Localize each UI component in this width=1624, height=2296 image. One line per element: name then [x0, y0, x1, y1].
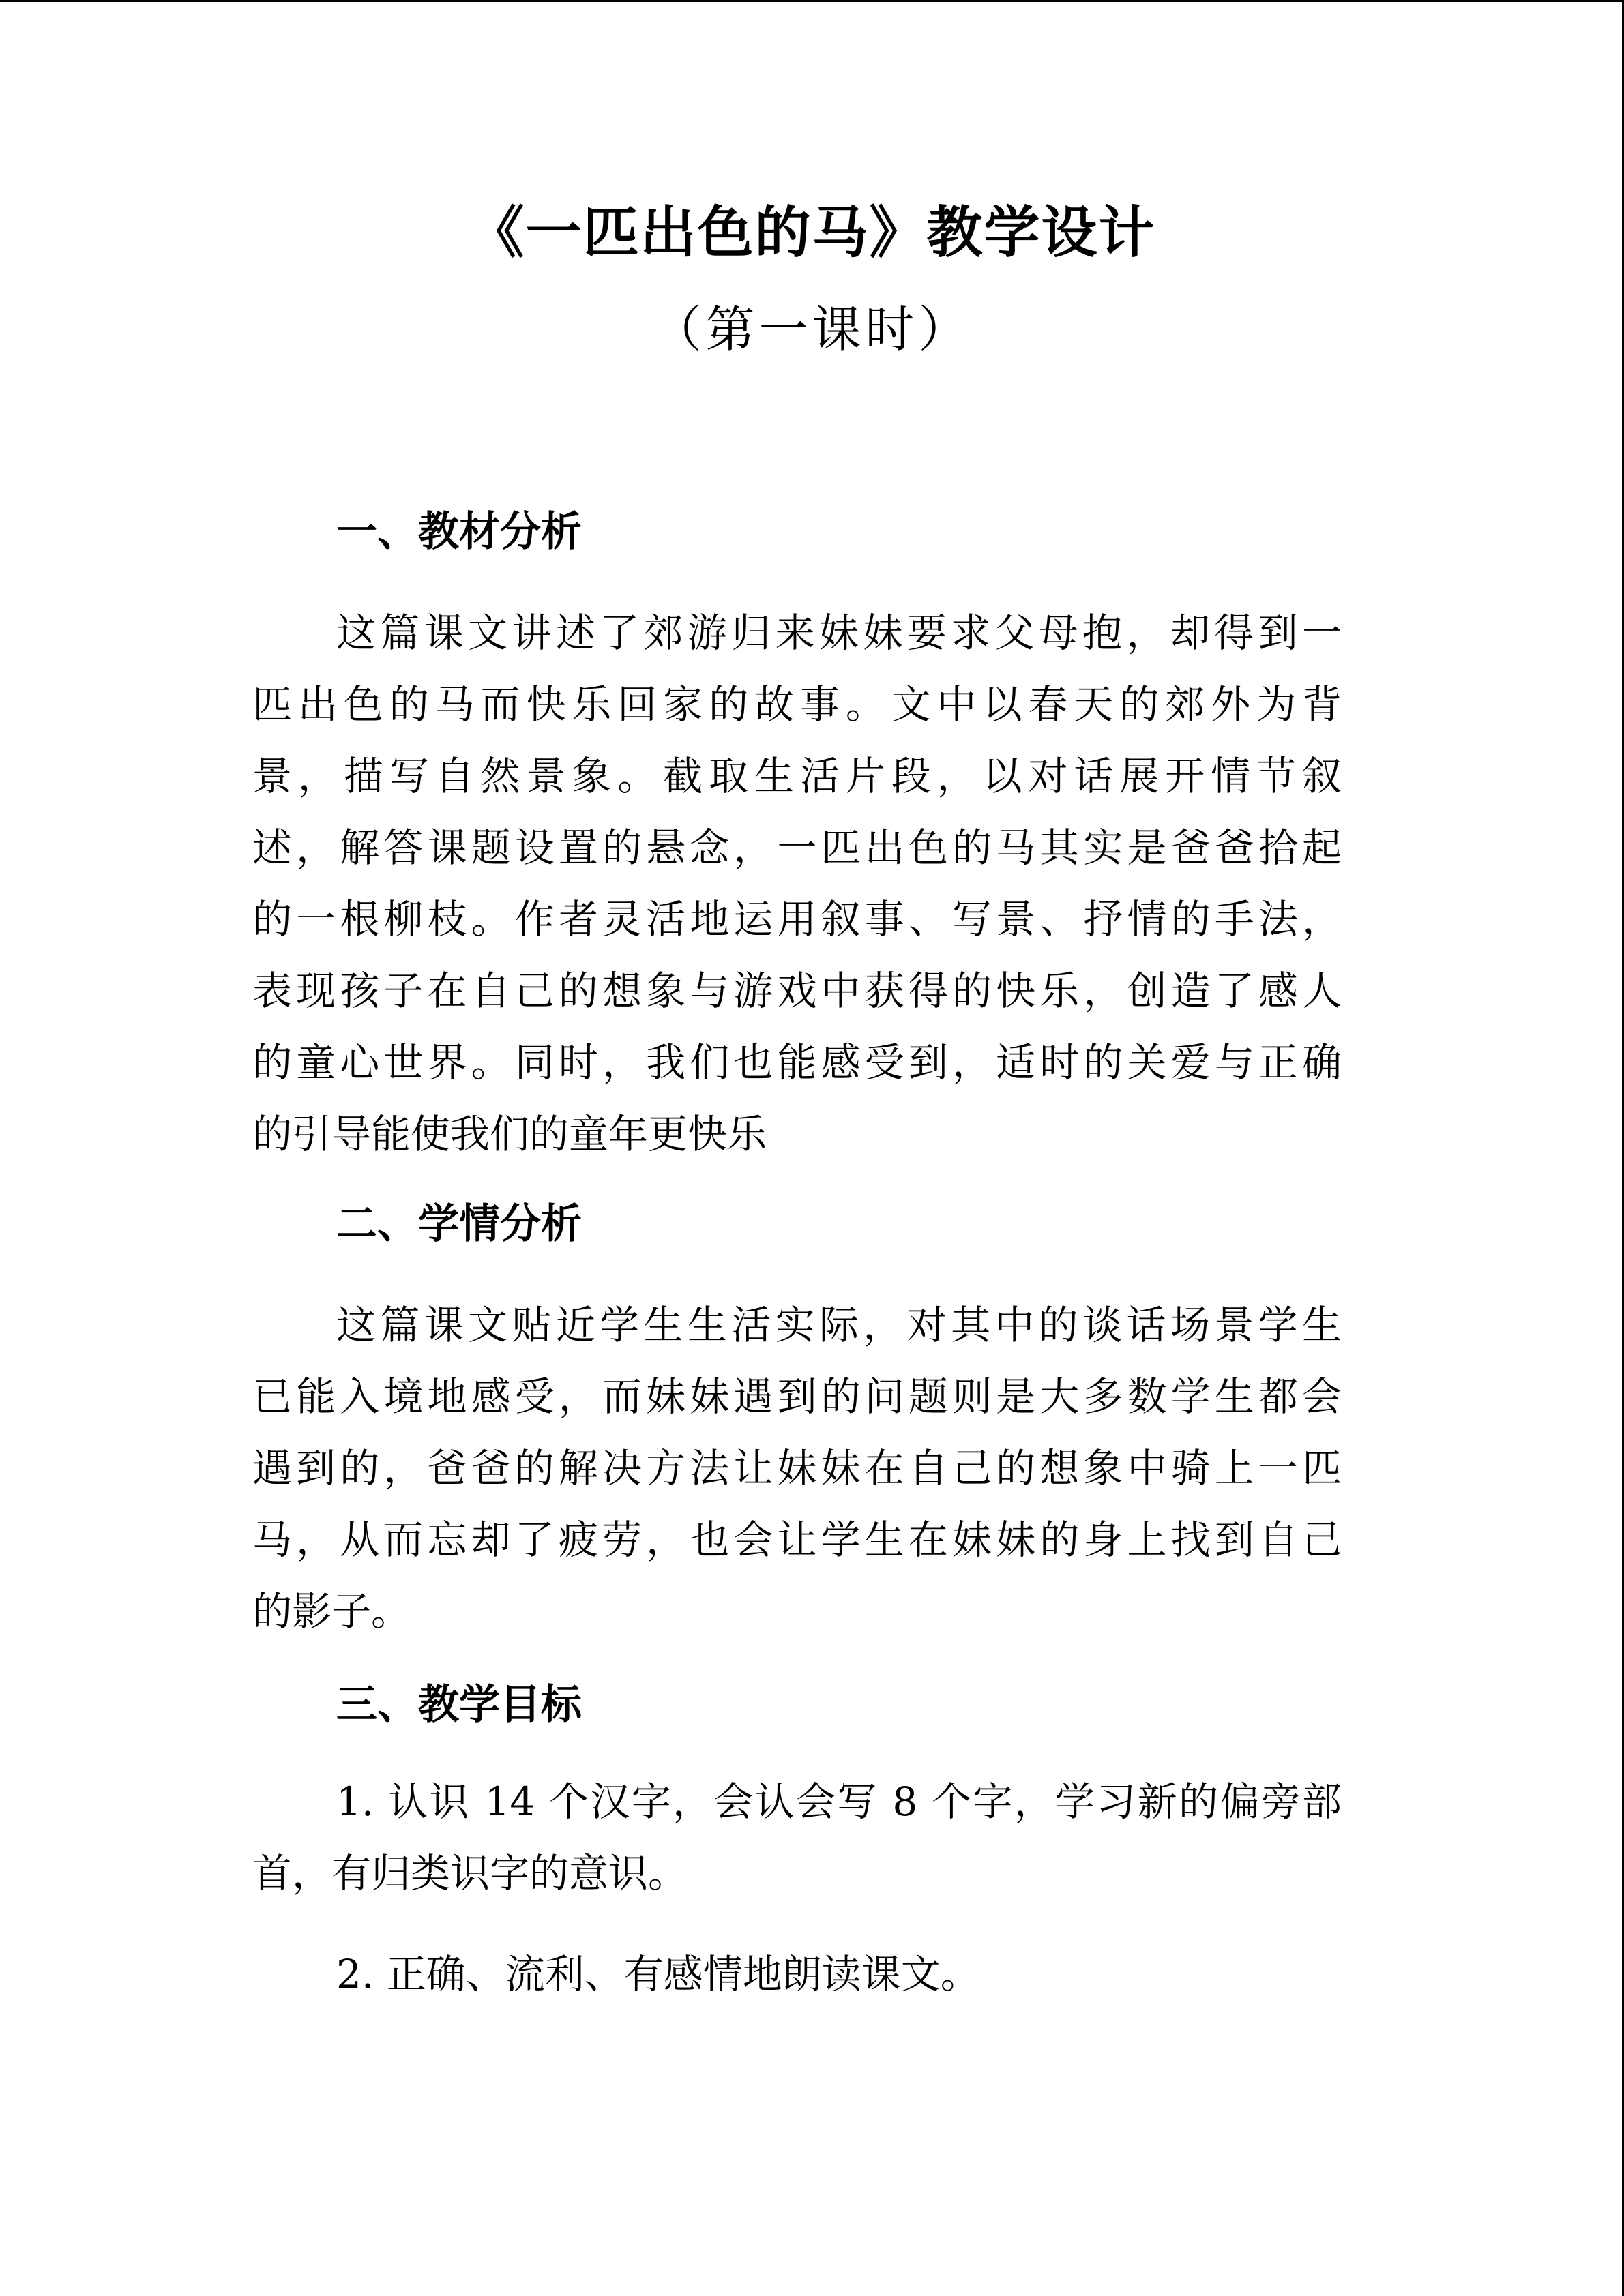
paragraph-line: 这篇课文贴近学生生活实际，对其中的谈话场景学生 [336, 1302, 1342, 1348]
section-heading-teaching-goals: 三、教学目标 [336, 1681, 582, 1729]
paragraph-line: 马，从而忘却了疲劳，也会让学生在妹妹的身上找到自己 [252, 1517, 1342, 1563]
document-title: 《一匹出色的马》教学设计 [468, 200, 1156, 265]
paragraph-line: 景，描写自然景象。截取生活片段，以对话展开情节叙 [252, 753, 1342, 799]
paragraph-line: 的一根柳枝。作者灵活地运用叙事、写景、抒情的手法， [252, 896, 1342, 942]
goal-item-line: 1. 认识 14 个汉字，会认会写 8 个字，学习新的偏旁部 [336, 1778, 1342, 1825]
section-heading-learner-analysis: 二、学情分析 [336, 1200, 582, 1248]
paragraph-line: 遇到的，爸爸的解决方法让妹妹在自己的想象中骑上一匹 [252, 1445, 1342, 1491]
page-top-border [0, 0, 1624, 2]
goal-item-line: 首，有归类识字的意识。 [252, 1850, 688, 1896]
document-subtitle: （第一课时） [652, 301, 972, 358]
paragraph-line: 表现孩子在自己的想象与游戏中获得的快乐，创造了感人 [252, 968, 1342, 1014]
goal-item-line: 2. 正确、流利、有感情地朗读课文。 [336, 1951, 980, 1997]
paragraph-line: 匹出色的马而快乐回家的故事。文中以春天的郊外为背 [252, 681, 1342, 728]
paragraph-line: 这篇课文讲述了郊游归来妹妹要求父母抱，却得到一 [336, 610, 1342, 656]
paragraph-line: 的童心世界。同时，我们也能感受到，适时的关爱与正确 [252, 1039, 1342, 1086]
paragraph-line: 已能入境地感受，而妹妹遇到的问题则是大多数学生都会 [252, 1373, 1342, 1420]
paragraph-line: 的引导能使我们的童年更快乐 [252, 1111, 767, 1157]
section-heading-textbook-analysis: 一、教材分析 [336, 508, 582, 556]
paragraph-line: 的影子。 [252, 1588, 411, 1635]
paragraph-line: 述，解答课题设置的悬念，一匹出色的马其实是爸爸拾起 [252, 824, 1342, 871]
